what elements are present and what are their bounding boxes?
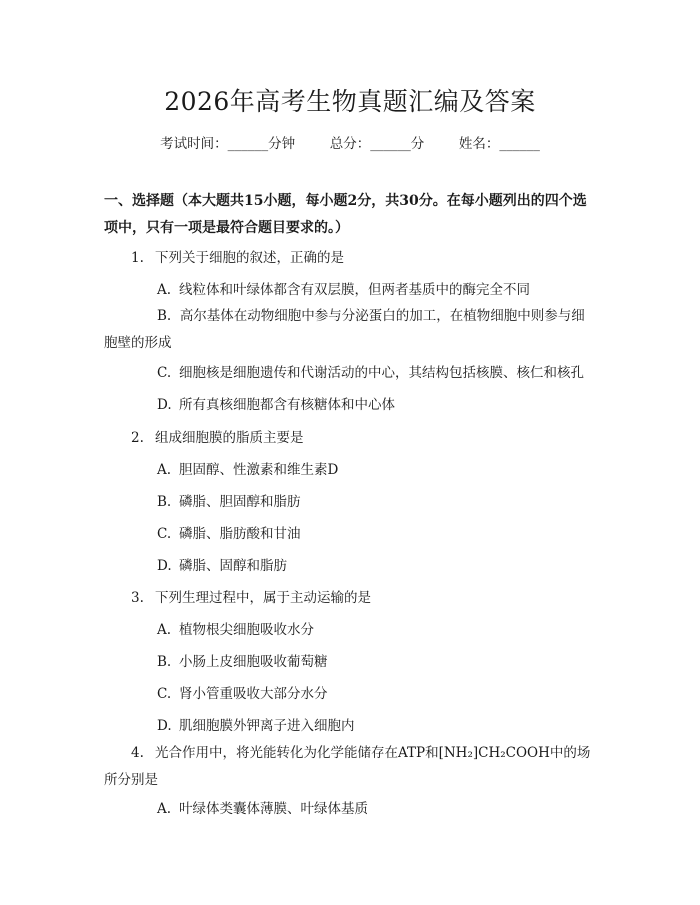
option-label: C.: [157, 526, 172, 542]
option-label: D.: [157, 397, 172, 413]
score-blank: ______: [370, 136, 411, 152]
option-3b: [157, 650, 328, 670]
option-text: 磷脂、胆固醇和脂肪: [179, 494, 301, 510]
option-label: B.: [157, 308, 172, 324]
option-3a: [157, 618, 314, 638]
option-text: 小肠上皮细胞吸收葡萄糖: [179, 654, 328, 670]
option-text: 胆固醇、性激素和维生素D: [179, 462, 339, 478]
option-text: 所有真核细胞都含有核糖体和中心体: [179, 397, 395, 413]
option-label: C.: [157, 365, 172, 381]
option-2d: [157, 554, 287, 574]
question-text: 组成细胞膜的脂质主要是: [155, 430, 304, 446]
section-heading: 一、选择题（本大题共15小题，每小题2分，共30分。在每小题列出的四个选项中，只有一项是最符合题目要求的。）: [104, 193, 587, 236]
time-blank: ______: [227, 136, 269, 152]
option-1b: [104, 303, 598, 357]
option-1a: [157, 278, 530, 298]
option-label: A.: [157, 622, 172, 638]
question-text: 光合作用中，将光能转化为化学能储存在ATP和[NH₂]CH₂COOH中的场所分别是: [104, 745, 591, 788]
time-unit: 分钟: [268, 136, 296, 152]
option-label: A.: [157, 282, 172, 298]
option-text: 肌细胞膜外钾离子进入细胞内: [179, 718, 355, 734]
option-label: B.: [157, 654, 172, 670]
question-text: 下列生理过程中，属于主动运输的是: [155, 590, 371, 606]
time-label: 考试时间：: [160, 136, 228, 152]
name-label: 姓名：: [458, 136, 500, 152]
option-2c: [157, 522, 301, 542]
option-text: 高尔基体在动物细胞中参与分泌蛋白的加工，在植物细胞中则参与细胞壁的形成: [104, 308, 585, 351]
score-unit: 分: [410, 136, 425, 152]
option-label: D.: [157, 718, 172, 734]
option-label: C.: [157, 686, 172, 702]
question-4: [104, 740, 598, 794]
option-3c: [157, 682, 328, 702]
question-text: 下列关于细胞的叙述，正确的是: [155, 250, 344, 266]
question-3: [131, 586, 371, 606]
exam-info-line: [0, 132, 700, 152]
option-label: A.: [157, 801, 172, 817]
score-label: 总分：: [329, 136, 371, 152]
option-text: 线粒体和叶绿体都含有双层膜，但两者基质中的酶完全不同: [179, 282, 530, 298]
question-number: 1.: [131, 250, 144, 266]
option-3d: [157, 714, 355, 734]
option-text: 叶绿体类囊体薄膜、叶绿体基质: [179, 801, 368, 817]
option-1c: [157, 361, 584, 381]
option-4a: [157, 797, 368, 817]
option-2a: [157, 458, 338, 478]
question-1: [131, 246, 344, 266]
question-number: 2.: [131, 430, 144, 446]
option-text: 磷脂、脂肪酸和甘油: [179, 526, 301, 542]
option-1d: [157, 393, 395, 413]
question-number: 4.: [131, 745, 144, 761]
option-text: 植物根尖细胞吸收水分: [179, 622, 314, 638]
question-2: [131, 426, 304, 446]
document-title: 2026年高考生物真题汇编及答案: [164, 87, 536, 116]
option-text: 肾小管重吸收大部分水分: [179, 686, 328, 702]
option-label: B.: [157, 494, 172, 510]
option-2b: [157, 490, 301, 510]
option-label: A.: [157, 462, 172, 478]
option-text: 磷脂、固醇和脂肪: [179, 558, 287, 574]
option-text: 细胞核是细胞遗传和代谢活动的中心，其结构包括核膜、核仁和核孔: [179, 365, 584, 381]
question-number: 3.: [131, 590, 144, 606]
option-label: D.: [157, 558, 172, 574]
name-blank: ______: [499, 136, 540, 152]
